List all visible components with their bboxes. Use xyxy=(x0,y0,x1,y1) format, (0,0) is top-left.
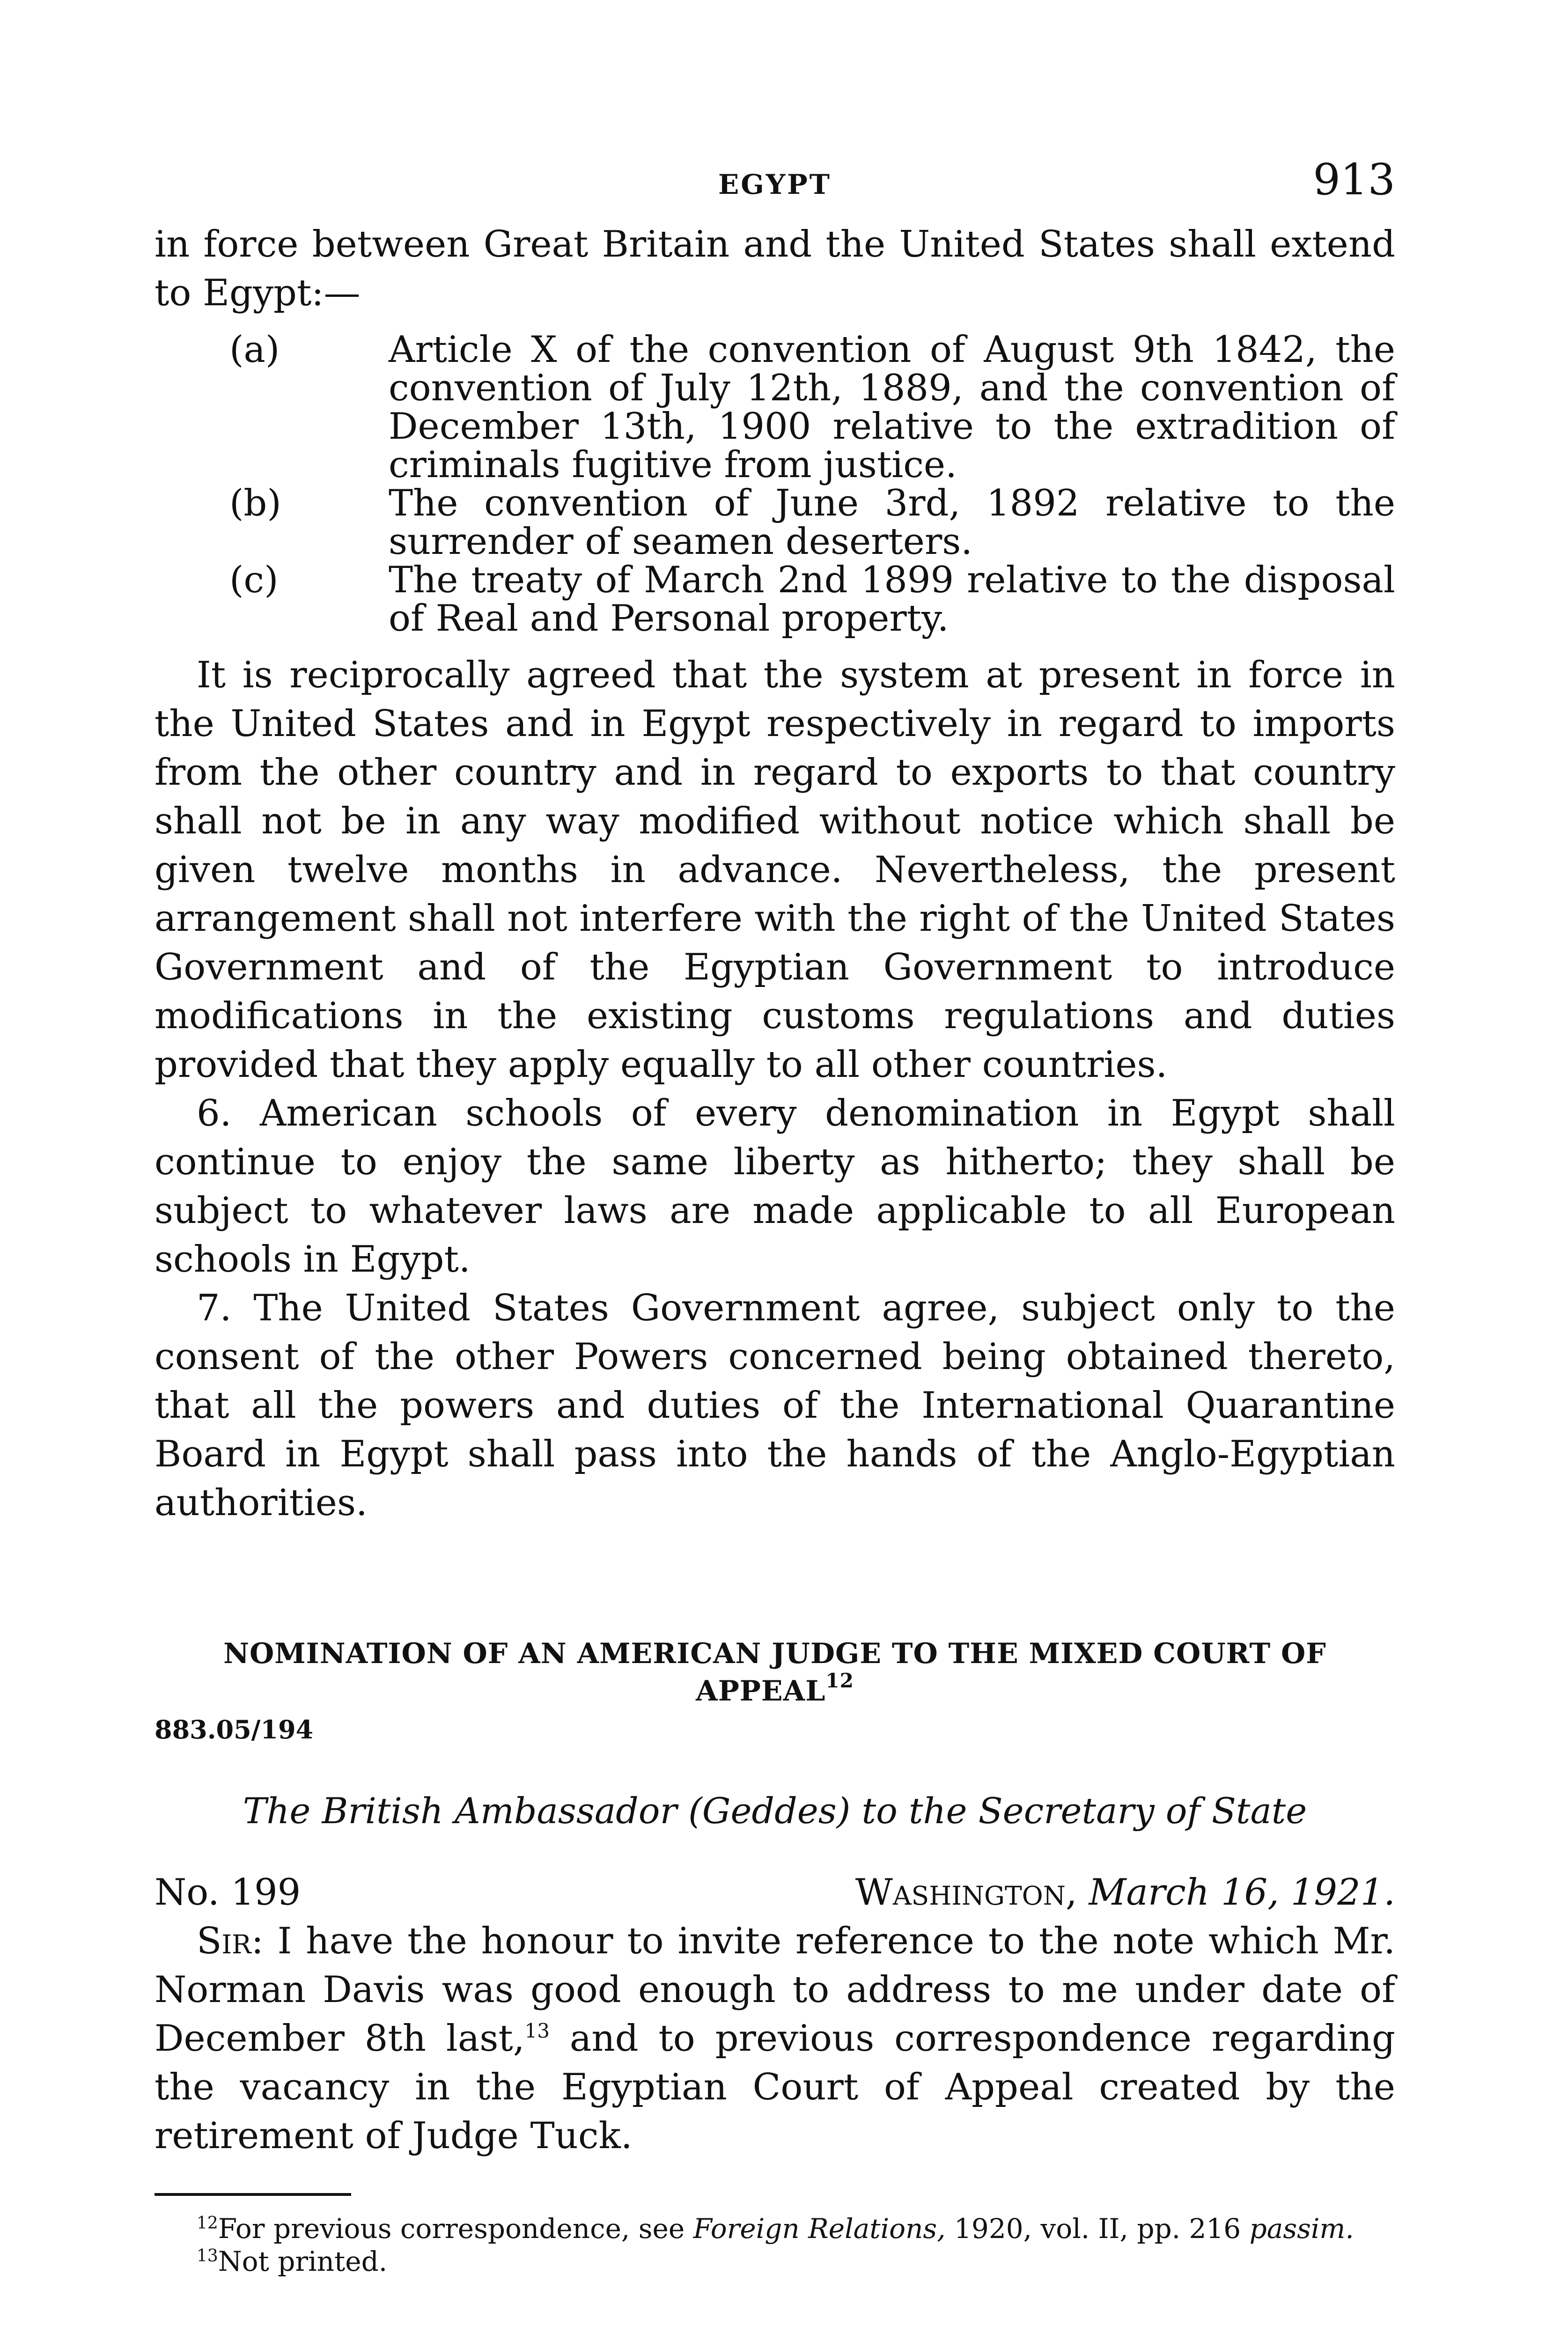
footnote-divider xyxy=(155,2193,351,2196)
reciprocal-paragraph: It is reciprocally agreed that the system at present in force in the United States and in Egypt respectively in regard to imports from the other country and in regard to exports to that country shall not be in any way modified without notice which shall be given twelve months in advance. Nevertheless, the present arrangement shall not interfere with the right of the United States Government and of the Egyptian Government to introduce modifications in the existing customs regulations and duties provided that they apply equally to all other countries. xyxy=(155,654,1395,1086)
dateline xyxy=(155,1868,1395,1917)
list-item-label: (c) xyxy=(229,559,279,601)
file-number: 883.05/194 xyxy=(155,1715,314,1745)
footnote-ref: 12 xyxy=(825,1669,854,1692)
list-item xyxy=(192,561,1395,638)
footnote-13 xyxy=(155,2245,1395,2278)
page-header xyxy=(155,155,1395,220)
list-item xyxy=(192,484,1395,561)
document-page xyxy=(155,155,1395,2278)
letter-place-date xyxy=(855,1868,1395,1917)
list-item-text: Article X of the convention of August 9th 1842, the convention of July 12th, 1889, and the convention of December 13th, 1900 relative to the extradition of criminals fugitive from justice. xyxy=(389,329,1395,486)
letter-sender: The British Ambassador xyxy=(243,1790,677,1832)
letter-recipient: to the Secretary of State xyxy=(861,1790,1307,1832)
footnote-number: 12 xyxy=(197,2214,218,2233)
letter-salutation: Sir: xyxy=(197,1920,264,1962)
footnote-ref: 13 xyxy=(524,2019,550,2042)
running-head: EGYPT xyxy=(718,169,832,200)
list-item-text: The convention of June 3rd, 1892 relative to the surrender of seamen deserters. xyxy=(389,482,1395,563)
letter-place: Washington, xyxy=(855,1871,1077,1914)
treaty-list xyxy=(155,331,1395,638)
letter-body-part1: I have the honour to invite reference to the note which Mr. Norman Davis was good enough to address to me under date of December 8th last, xyxy=(155,1920,1395,2060)
letter-sender-name: (Geddes) xyxy=(688,1790,851,1832)
footnote-volume: II xyxy=(1098,2213,1120,2245)
footnote-number: 13 xyxy=(197,2246,218,2266)
intro-paragraph: in force between Great Britain and the United States shall extend to Egypt:— xyxy=(155,223,1395,314)
list-item xyxy=(192,331,1395,484)
letter-body-part2: and to previous correspondence regarding the vacancy in the Egyptian Court of Appeal created by the retirement of Judge Tuck. xyxy=(155,2017,1395,2157)
footnote-italic-tail: passim. xyxy=(1249,2213,1354,2245)
footnote-italic-title: Foreign Relations, xyxy=(693,2213,946,2245)
letter-date: March 16, 1921. xyxy=(1089,1871,1395,1914)
list-item-label: (a) xyxy=(229,329,280,371)
page-number: 913 xyxy=(1313,155,1395,205)
footnote-text: Not printed. xyxy=(218,2245,388,2277)
list-item-text: The treaty of March 2nd 1899 relative to the disposal of Real and Personal property. xyxy=(389,559,1395,640)
footnote-text: , pp. 216 xyxy=(1119,2213,1241,2245)
letter-number: No. 199 xyxy=(155,1871,301,1914)
section-title-text: NOMINATION OF AN AMERICAN JUDGE TO THE MIXED COURT OF APPEAL xyxy=(223,1637,1326,1708)
list-item-label: (b) xyxy=(229,482,281,524)
paragraph-7: 7. The United States Government agree, subject only to the consent of the other Powers concerned being obtained thereto, that all the powers and duties of the International Quarantine Board in Egypt shall pass into the hands of the Anglo-Egyptian authorities. xyxy=(155,1287,1395,1524)
letter-heading xyxy=(155,1787,1395,1835)
letter-body xyxy=(155,1917,1395,2160)
paragraph-6: 6. American schools of every denomination in Egypt shall continue to enjoy the same liberty as hitherto; they shall be subject to whatever laws are made applicable to all European schools in Egypt. xyxy=(155,1092,1395,1281)
footnote-text: For previous correspondence, see xyxy=(218,2213,685,2245)
section-title xyxy=(155,1635,1395,1710)
footnote-text: 1920, vol. xyxy=(954,2213,1090,2245)
footnote-12 xyxy=(155,2212,1395,2245)
